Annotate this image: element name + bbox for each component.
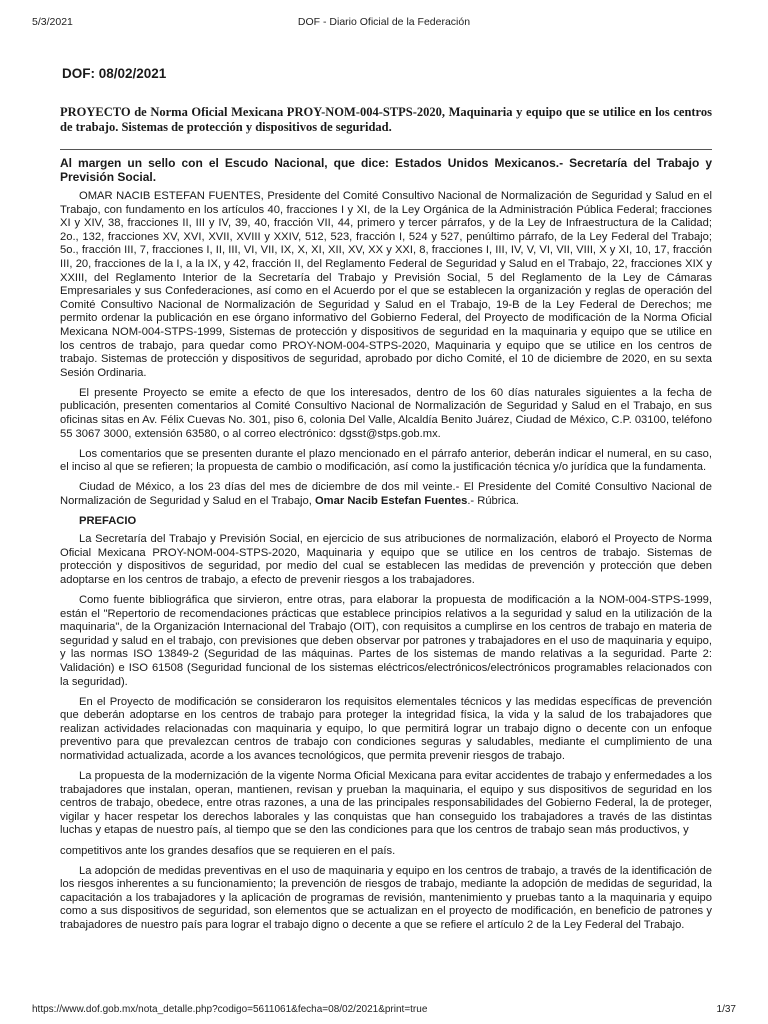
dof-publication-date: DOF: 08/02/2021 bbox=[62, 66, 167, 81]
signature-suffix: .- Rúbrica. bbox=[467, 494, 519, 507]
preface-paragraph: La Secretaría del Trabajo y Previsión Social, en ejercicio de sus atribuciones de normalización, elaboró el Proyecto de Norma Oficial Mexicana PROY-NOM-004-STPS-2020, Maquinaria y equipo que se utilice en los centros de trabajo. Sistemas de protección y dispositivos de seguridad, por medio del cual se establecen las medidas de prevención y protección que deben adoptarse en los centros de trabajo, a efecto de prevenir riesgos a los trabajadores. bbox=[60, 533, 712, 586]
paragraph-signature bbox=[60, 481, 712, 508]
paragraph-comments-format: Los comentarios que se presenten durante el plazo mencionado en el párrafo anterior, deberán indicar el numeral, en su caso, el inciso al que se refieren; la propuesta de cambio o modificación, así como la justificación técnica y/o jurídica que la fundamenta. bbox=[60, 447, 712, 474]
preface-paragraph: La propuesta de la modernización de la vigente Norma Oficial Mexicana para evitar accidentes de trabajo y enfermedades a los trabajadores que instalan, operan, mantienen, revisan y prueban la maquinaria, el equipo y sus dispositivos de seguridad en los centros de trabajo, obedece, entre otras razones, a una de las principales responsabilidades del Gobierno Federal, la de proteger, vigilar y hacer respetar los derechos laborales y las conquistas que han conseguido los trabajadores a través de las distintas luchas y etapas de nuestro país, al tiempo que se den las condiciones para que los centros de trabajo sean más productivos, y bbox=[60, 770, 712, 837]
preface-continuation: competitivos ante los grandes desafíos que se requieren en el país. bbox=[60, 844, 396, 857]
print-header bbox=[32, 16, 736, 30]
project-title: PROYECTO de Norma Oficial Mexicana PROY-NOM-004-STPS-2020, Maquinaria y equipo que se utilice en los centros de trabajo. Sistemas de protección y dispositivos de seguridad. bbox=[60, 105, 712, 134]
paragraph-preamble: OMAR NACIB ESTEFAN FUENTES, Presidente del Comité Consultivo Nacional de Normalización de Seguridad y Salud en el Trabajo, con fundamento en los artículos 40, fracciones I y XI, de la Ley Orgánica de la Administración Pública Federal; fracciones XI y XIV, 38, fracciones II, III y IV, 39, 40, fracción VII, 44, primero y tercer párrafos, y de la Ley de Infraestructura de la Calidad; 2o., 132, fracciones XV, XVI, XVII, XVIII y XXIV, 512, 523, fracción I, 524 y 527, penúltimo párrafo, de la Ley Federal del Trabajo; 5o., fracción III, 7, fracciones I, II, III, VI, VII, IX, X, XI, XII, XV, XX y XXI, 8, fracciones I, III, IV, V, VI, VII, VIII, X y XI, 10, 17, fracción III, 20, fracciones de la I, a la IX, y 42, fracción II, del Reglamento Federal de Seguridad y Salud en el Trabajo, 22, fracciones XIX y XXIII, del Reglamento Interior de la Secretaría del Trabajo y Previsión Social, 5 del Reglamento de la Ley de Cámaras Empresariales y sus Confederaciones, así como en el Acuerdo por el que se establecen la organización y reglas de operación del Comité Consultivo Nacional de Normalización de Seguridad y Salud en el Trabajo, 19-B de la Ley Federal de Derechos; me permito ordenar la publicación en ese órgano informativo del Gobierno Federal, del Proyecto de modificación de la Norma Oficial Mexicana NOM-004-STPS-1999, Sistemas de protección y dispositivos de seguridad en la maquinaria y equipo que se utilice en los centros de trabajo, para quedar como PROY-NOM-004-STPS-2020, Maquinaria y equipo que se utilice en los centros de trabajo. Sistemas de protección y dispositivos de seguridad, aprobado por dicho Comité, el 10 de diciembre de 2020, en su sexta Sesión Ordinaria. bbox=[60, 190, 712, 379]
paragraph-comments-period: El presente Proyecto se emite a efecto de que los interesados, dentro de los 60 días naturales siguientes a la fecha de publicación, presenten comentarios al Comité Consultivo Nacional de Normalización de Seguridad y Salud en el Trabajo, en sus oficinas sitas en Av. Félix Cuevas No. 301, piso 6, colonia Del Valle, Alcaldía Benito Juárez, Ciudad de México, C.P. 03100, teléfono 55 3067 3000, extensión 63580, o al correo electrónico: dgsst@stps.gob.mx. bbox=[60, 386, 712, 440]
print-page-title: DOF - Diario Oficial de la Federación bbox=[297, 16, 471, 28]
signatory-name: Omar Nacib Estefan Fuentes bbox=[314, 494, 468, 507]
title-divider bbox=[60, 149, 712, 150]
print-url: https://www.dof.gob.mx/nota_detalle.php?codigo=5611061&fecha=08/02/2021&print=true bbox=[32, 1004, 428, 1015]
signature-text: Ciudad de México, a los 23 días del mes de diciembre de dos mil veinte.- El Presidente del Comité Consultivo Nacional de Normalización de Seguridad y Salud en el Trabajo, bbox=[60, 481, 712, 507]
seal-notice: Al margen un sello con el Escudo Nacional, que dice: Estados Unidos Mexicanos.- Secretaría del Trabajo y Previsión Social. bbox=[60, 156, 712, 184]
document-body bbox=[60, 66, 712, 939]
page-number: 1/37 bbox=[716, 1004, 736, 1015]
preface-heading: PREFACIO bbox=[79, 515, 137, 528]
print-footer bbox=[32, 1004, 736, 1018]
preface-paragraph: La adopción de medidas preventivas en el uso de maquinaria y equipo en los centros de trabajo, a través de la identificación de los riesgos inherentes a su funcionamiento; la prevención de riesgos de trabajo, mediante la adopción de medidas de seguridad, la capacitación a los trabajadores y la aplicación de programas de revisión, mantenimiento y pruebas tanto a la maquinaria y equipo como a sus dispositivos de seguridad, son elementos que se actualizan en el proyecto de modificación, en beneficio de patrones y trabajadores de nuestro país para lograr el trabajo digno o decente a que se refiere el artículo 2 de la Ley Federal del Trabajo. bbox=[60, 864, 712, 931]
preface-paragraph: En el Proyecto de modificación se consideraron los requisitos elementales técnicos y las medidas específicas de prevención que deberán adoptarse en los centros de trabajo para proteger la integridad física, la vida y la salud de los trabajadores que realizan actividades relacionadas con maquinaria y equipo, lo que permitirá lograr un trabajo digno o decente con un enfoque preventivo para que prevalezcan centros de trabajo con condiciones seguras y saludables, mediante el cumplimiento de una normatividad actualizada, acorde a los avances tecnológicos, que permita prevenir riesgos de trabajo. bbox=[60, 695, 712, 762]
print-date: 5/3/2021 bbox=[32, 16, 73, 28]
preface-paragraph: Como fuente bibliográfica que sirvieron, entre otras, para elaborar la propuesta de modificación a la NOM-004-STPS-1999, están el "Repertorio de recomendaciones prácticas que establece principios relativos a la seguridad y salud en la utilización de la maquinaria", de la Organización Internacional del Trabajo (OIT), con requisitos a cumplirse en los centros de trabajo en materia de seguridad y salud en el trabajo, con previsiones que deben observar por patrones y trabajadores en el uso de maquinaria y equipo, y las normas ISO 13849-2 (Seguridad de las máquinas. Partes de los sistemas de mando relativas a la seguridad. Parte 2: Validación) e ISO 61508 (Seguridad funcional de los sistemas eléctricos/electrónicos/electrónicos programables relacionados con la seguridad). bbox=[60, 593, 712, 688]
